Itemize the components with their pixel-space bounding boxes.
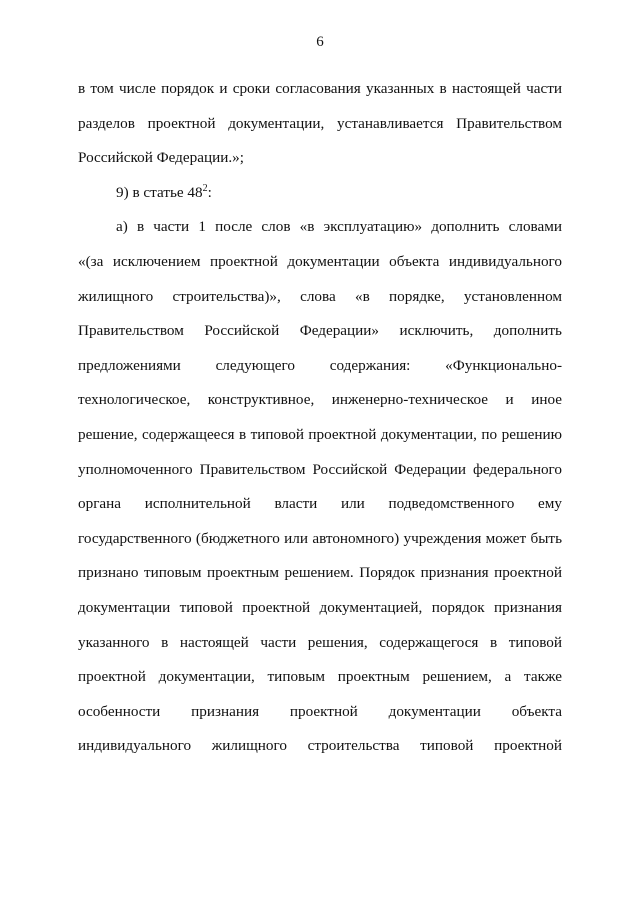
text-line-20: индивидуального жилищного строительства типовой проектной — [78, 737, 562, 755]
superscript-2: 2 — [202, 182, 208, 194]
item-heading-text: 9) в статье 48 — [116, 183, 203, 201]
text-line-13: органа исполнительной власти или подведомственного ему — [78, 495, 562, 513]
text-line-6: «(за исключением проектной документации объекта индивидуального — [78, 252, 562, 270]
text-line-12: уполномоченного Правительством Российской Федерации федерального — [78, 460, 562, 478]
text-line-19: особенности признания проектной документации объекта — [78, 702, 562, 720]
text-line-9: предложениями следующего содержания: «Функционально- — [78, 356, 562, 374]
page-number: 6 — [316, 34, 324, 50]
text-line-8: Правительством Российской Федерации» исключить, дополнить — [78, 322, 562, 340]
body-text — [78, 72, 562, 764]
text-line-5: а) в части 1 после слов «в эксплуатацию» дополнить словами — [116, 218, 562, 236]
text-line-14: государственного (бюджетного или автономного) учреждения может быть — [78, 529, 562, 547]
text-line-17: указанного в настоящей части решения, содержащегося в типовой — [78, 633, 562, 651]
item-heading-colon: : — [207, 183, 212, 201]
item-heading-9 — [78, 176, 562, 211]
text-line-1: в том числе порядок и сроки согласования указанных в настоящей части — [78, 80, 562, 97]
text-line-3: Российской Федерации.»; — [78, 149, 244, 167]
text-line-18: проектной документации, типовым проектным решением, а также — [78, 668, 562, 686]
text-line-10: технологическое, конструктивное, инженерно-техническое и иное — [78, 391, 562, 409]
text-line-15: признано типовым проектным решением. Порядок признания проектной — [78, 564, 562, 582]
text-line-11: решение, содержащееся в типовой проектной документации, по решению — [78, 425, 562, 443]
text-line-7: жилищного строительства)», слова «в порядке, установленном — [78, 287, 562, 305]
text-line-16: документации типовой проектной документацией, порядок признания — [78, 598, 562, 616]
text-line-2: разделов проектной документации, устанавливается Правительством — [78, 114, 562, 132]
